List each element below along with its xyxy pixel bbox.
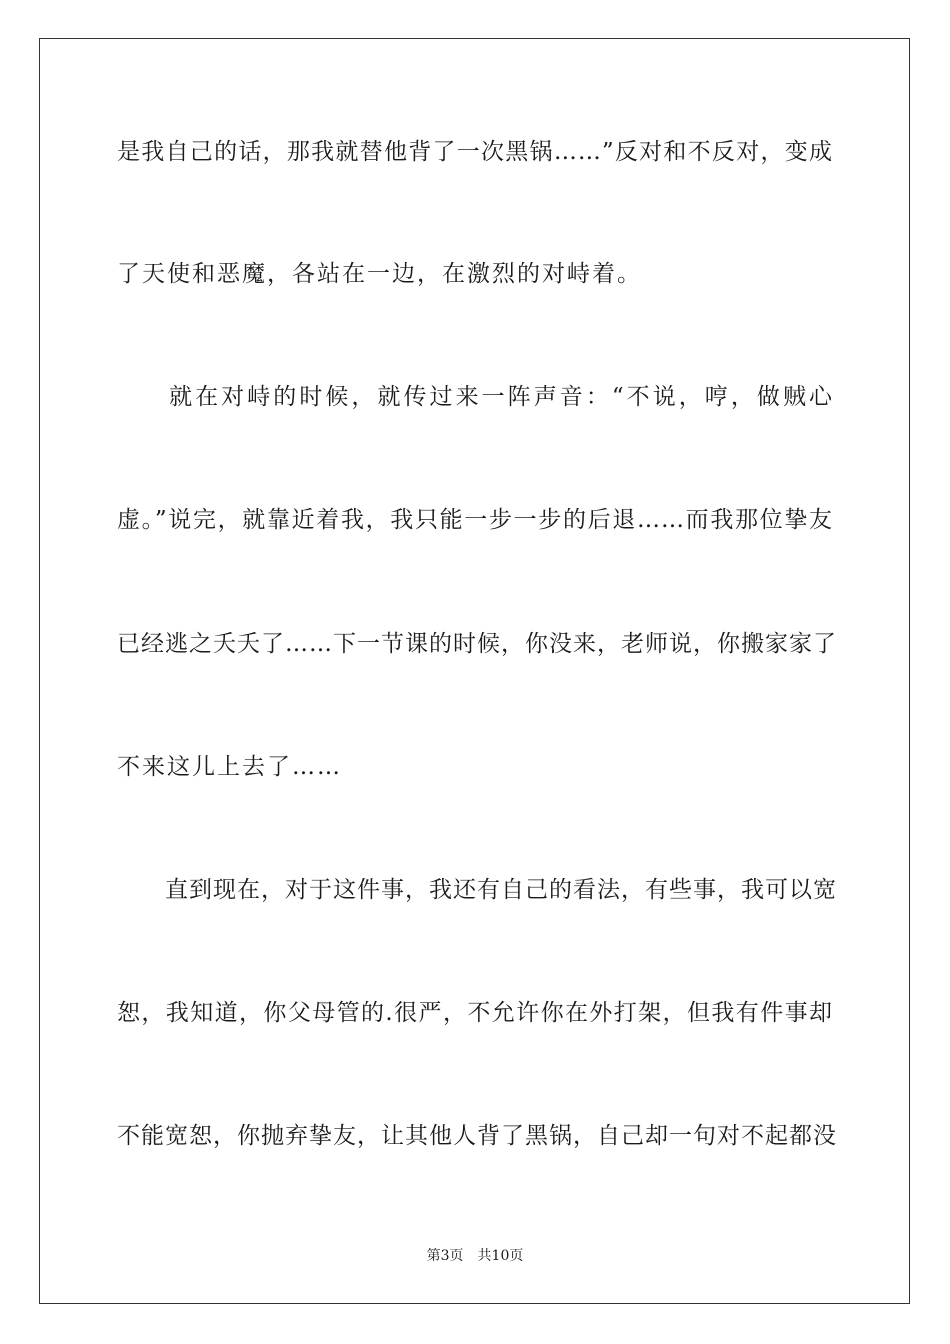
text-line: 虚。”说完，就靠近着我，我只能一步一步的后退……而我那位挚友 [117, 507, 833, 533]
text-line: 直到现在，对于这件事，我还有自己的看法，有些事，我可以宽 [117, 877, 837, 903]
text-line: 是我自己的话，那我就替他背了一次黑锅……”反对和不反对，变成 [117, 139, 833, 165]
page-number: 第3页 [426, 1248, 464, 1264]
text-line: 不能宽恕，你抛弃挚友，让其他人背了黑锅，自己却一句对不起都没 [117, 1123, 837, 1149]
text-line: 已经逃之夭夭了……下一节课的时候，你没来，老师说，你搬家家了 [117, 631, 837, 657]
text-line: 就在对峙的时候，就传过来一阵声音：“不说，哼，做贼心 [117, 384, 833, 410]
text-line: 了天使和恶魔，各站在一边，在激烈的对峙着。 [117, 261, 642, 287]
page-total: 共10页 [477, 1248, 524, 1264]
text-line: 恕，我知道，你父母管的.很严，不允许你在外打架，但我有件事却 [117, 1000, 833, 1026]
page-border [39, 38, 910, 1304]
page-footer [0, 1246, 950, 1266]
text-line: 不来这儿上去了…… [117, 754, 342, 780]
